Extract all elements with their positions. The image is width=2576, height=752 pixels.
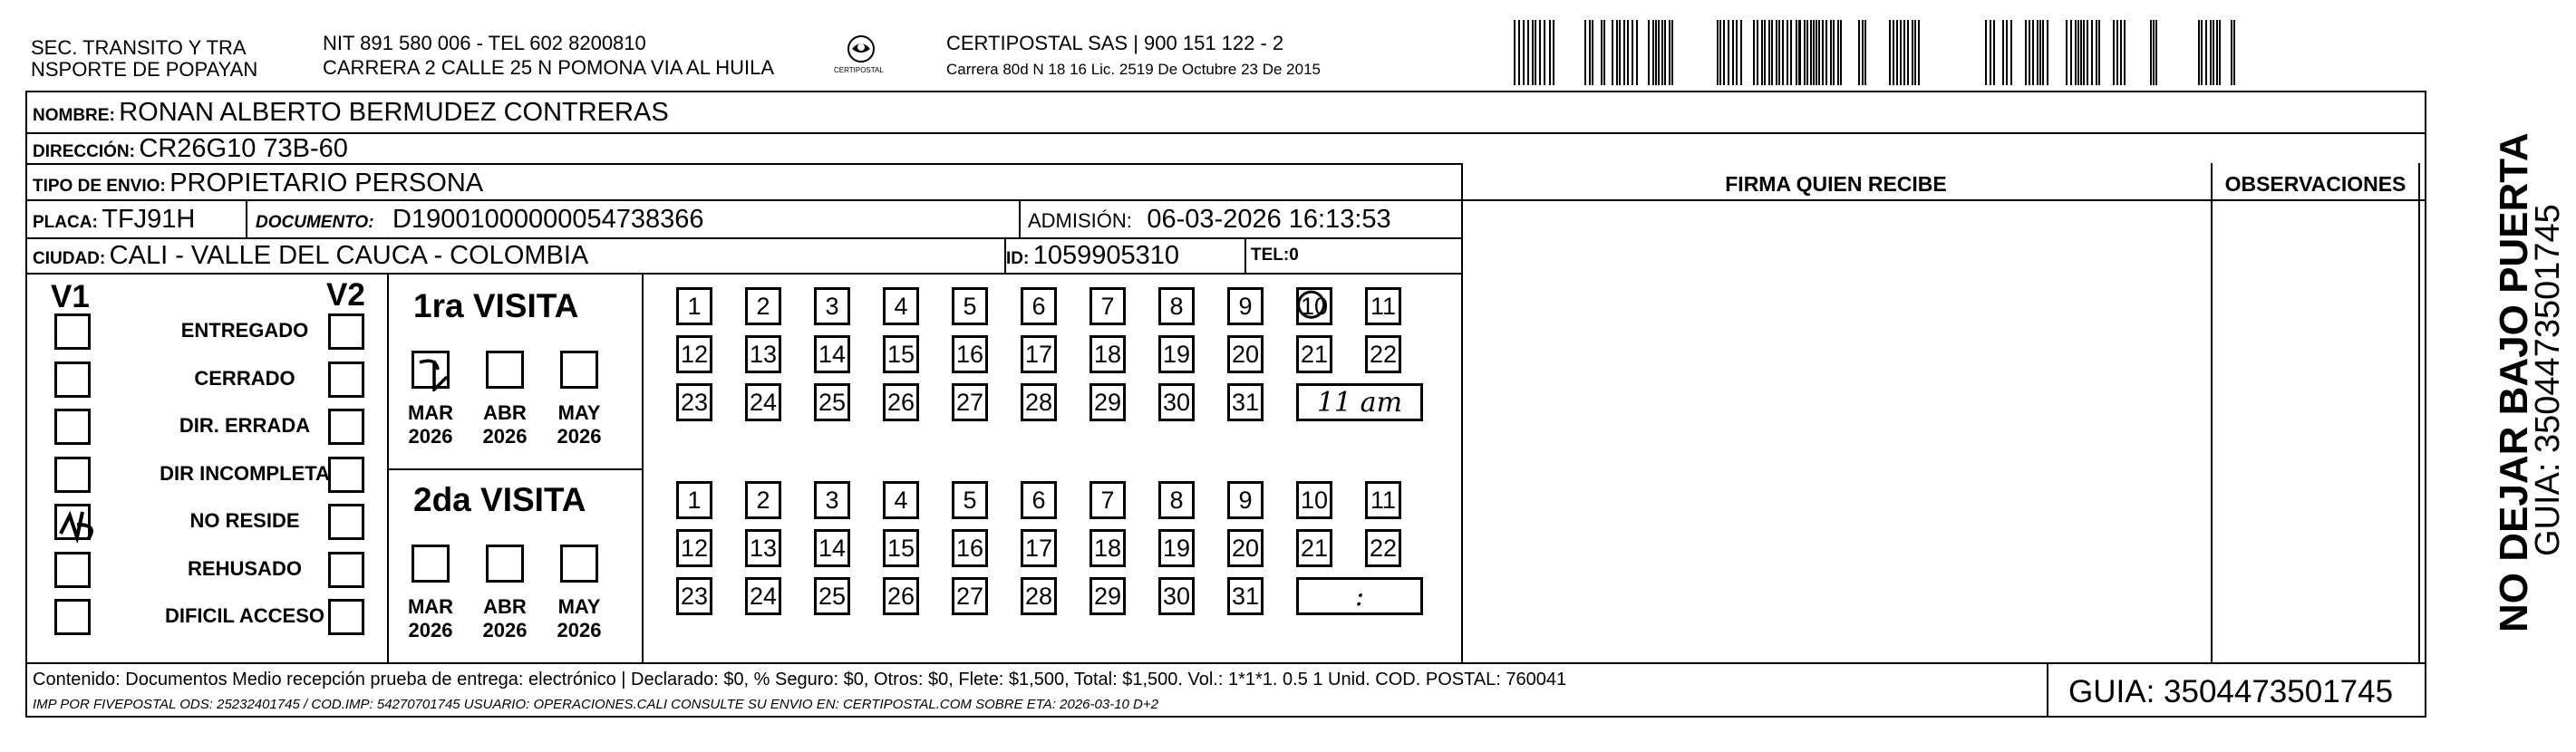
day-box[interactable]: 20 xyxy=(1227,335,1264,373)
day-box[interactable]: 17 xyxy=(1021,335,1057,373)
day-box[interactable]: 25 xyxy=(814,577,850,615)
v2-checkbox[interactable] xyxy=(328,362,364,398)
day-box[interactable]: 14 xyxy=(814,335,850,373)
side-guia: GUIA: 3504473501745 xyxy=(2529,204,2567,556)
documento-value: D19001000000054738366 xyxy=(392,205,704,234)
month-checkbox[interactable] xyxy=(412,545,450,583)
barcode xyxy=(1500,20,2239,85)
time-box[interactable]: : xyxy=(1296,577,1423,615)
day-box[interactable]: 7 xyxy=(1089,287,1126,325)
month-checkbox[interactable] xyxy=(560,351,598,389)
month-name: MAY xyxy=(557,401,601,424)
v1-checkbox[interactable] xyxy=(54,409,91,445)
day-box[interactable]: 5 xyxy=(952,481,988,519)
day-box[interactable]: 2 xyxy=(745,287,781,325)
status-label: CERRADO xyxy=(194,366,295,390)
time-box[interactable]: 11 am xyxy=(1296,383,1423,421)
month-name: ABR xyxy=(483,401,527,424)
day-box[interactable]: 15 xyxy=(883,529,919,567)
day-box[interactable]: 10 xyxy=(1296,287,1332,325)
observaciones-area[interactable] xyxy=(2213,201,2417,661)
day-box[interactable]: 23 xyxy=(676,577,712,615)
ciudad-value: CALI - VALLE DEL CAUCA - COLOMBIA xyxy=(109,241,589,270)
day-box[interactable]: 18 xyxy=(1089,529,1126,567)
license-line: Carrera 80d N 18 16 Lic. 2519 De Octubre 23 De 2015 xyxy=(946,61,1321,78)
tel-value: 0 xyxy=(1289,246,1299,265)
day-box[interactable]: 3 xyxy=(814,287,850,325)
status-label: ENTREGADO xyxy=(180,319,309,342)
tipo-label: TIPO DE ENVIO: xyxy=(33,177,166,196)
check-mark-icon xyxy=(414,353,452,391)
v2-checkbox[interactable] xyxy=(328,504,364,540)
status-label: DIR INCOMPLETA xyxy=(160,461,330,485)
firma-area[interactable] xyxy=(1463,201,2210,661)
month-year: 2026 xyxy=(557,425,602,448)
v2-checkbox[interactable] xyxy=(328,599,364,635)
day-box[interactable]: 17 xyxy=(1021,529,1057,567)
v2-checkbox[interactable] xyxy=(328,313,364,350)
ciudad-row xyxy=(33,243,588,269)
v1-checkbox[interactable] xyxy=(54,362,91,398)
day-box[interactable]: 28 xyxy=(1021,383,1057,421)
day-box[interactable]: 24 xyxy=(745,577,781,615)
tel-row xyxy=(1251,246,1299,264)
day-box[interactable]: 21 xyxy=(1296,335,1332,373)
day-box[interactable]: 12 xyxy=(676,529,712,567)
month-year: 2026 xyxy=(557,619,602,641)
placa-row xyxy=(33,207,195,233)
day-box[interactable]: 16 xyxy=(952,529,988,567)
documento-row xyxy=(256,207,704,233)
day-box[interactable]: 12 xyxy=(676,335,712,373)
admision-label: ADMISIÓN: xyxy=(1028,209,1132,232)
day-box[interactable]: 4 xyxy=(883,287,919,325)
month-year: 2026 xyxy=(408,425,453,448)
day-box[interactable]: 26 xyxy=(883,577,919,615)
visit-title: 2da VISITA xyxy=(413,481,586,518)
month-year: 2026 xyxy=(482,619,528,641)
ciudad-label: CIUDAD: xyxy=(33,249,106,268)
day-box[interactable]: 11 xyxy=(1365,287,1401,325)
month-label xyxy=(555,595,604,642)
admision-value: 06-03-2026 16:13:53 xyxy=(1147,205,1391,234)
address-line: CARRERA 2 CALLE 25 N POMONA VIA AL HUILA xyxy=(323,56,775,79)
v1-header: V1 xyxy=(51,279,90,314)
month-name: MAR xyxy=(407,401,454,424)
day-box[interactable]: 8 xyxy=(1158,481,1195,519)
direccion-label: DIRECCIÓN: xyxy=(33,142,135,161)
day-box[interactable]: 22 xyxy=(1365,529,1401,567)
day-box[interactable]: 4 xyxy=(883,481,919,519)
tel-label: TEL: xyxy=(1251,246,1290,265)
day-box[interactable]: 29 xyxy=(1089,383,1126,421)
day-box[interactable]: 13 xyxy=(745,529,781,567)
day-box[interactable]: 20 xyxy=(1227,529,1264,567)
day-box[interactable]: 25 xyxy=(814,383,850,421)
placa-label: PLACA: xyxy=(33,213,98,232)
month-year: 2026 xyxy=(482,425,528,448)
footer-guia: GUIA: 3504473501745 xyxy=(2068,674,2394,709)
documento-label: DOCUMENTO: xyxy=(256,213,374,232)
day-box[interactable]: 11 xyxy=(1365,481,1401,519)
day-box[interactable]: 3 xyxy=(814,481,850,519)
check-mark-icon xyxy=(57,506,93,543)
day-box[interactable]: 16 xyxy=(952,335,988,373)
imp-line: IMP POR FIVEPOSTAL ODS: 25232401745 / COD.IMP: 54270701745 USUARIO: OPERACIONES.CALI CONSULTE SU ENVIO EN: CERTIPOSTAL.COM SOBRE ETA: 2026-03-10 D+2 xyxy=(33,697,1158,712)
day-box[interactable]: 18 xyxy=(1089,335,1126,373)
day-box[interactable]: 6 xyxy=(1021,481,1057,519)
day-box[interactable]: 28 xyxy=(1021,577,1057,615)
month-checkbox[interactable] xyxy=(412,351,450,389)
month-name: MAR xyxy=(407,595,454,618)
status-label: DIR. ERRADA xyxy=(179,414,311,437)
day-box[interactable]: 21 xyxy=(1296,529,1332,567)
nombre-label: NOMBRE: xyxy=(33,106,115,125)
day-box[interactable]: 27 xyxy=(952,383,988,421)
day-box[interactable]: 29 xyxy=(1089,577,1126,615)
day-box[interactable]: 19 xyxy=(1158,335,1195,373)
day-box[interactable]: 9 xyxy=(1227,287,1264,325)
direccion-row xyxy=(33,136,348,162)
company-line: CERTIPOSTAL SAS | 900 151 122 - 2 xyxy=(946,32,1284,54)
placa-value: TFJ91H xyxy=(102,205,196,234)
nombre-value: RONAN ALBERTO BERMUDEZ CONTRERAS xyxy=(119,98,669,127)
visit-title: 1ra VISITA xyxy=(413,287,579,324)
status-label: DIFICIL ACCESO xyxy=(164,604,324,627)
day-box[interactable]: 30 xyxy=(1158,383,1195,421)
month-label xyxy=(480,401,529,448)
admision-row xyxy=(1028,207,1391,233)
side-no-dejar: NO DEJAR BAJO PUERTA xyxy=(2492,132,2536,632)
day-box[interactable]: 26 xyxy=(883,383,919,421)
id-label: ID: xyxy=(1006,249,1030,268)
day-box[interactable]: 9 xyxy=(1227,481,1264,519)
day-box[interactable]: 10 xyxy=(1296,481,1332,519)
month-checkbox[interactable] xyxy=(486,545,524,583)
month-label xyxy=(555,401,604,448)
certipostal-logo xyxy=(834,31,888,82)
day-box[interactable]: 24 xyxy=(745,383,781,421)
day-box[interactable]: 14 xyxy=(814,529,850,567)
day-box[interactable]: 19 xyxy=(1158,529,1195,567)
day-box[interactable]: 15 xyxy=(883,335,919,373)
id-value: 1059905310 xyxy=(1032,241,1180,270)
firma-header: FIRMA QUIEN RECIBE xyxy=(1725,172,1947,196)
day-box[interactable]: 27 xyxy=(952,577,988,615)
v1-checkbox[interactable] xyxy=(54,504,91,540)
day-box[interactable]: 1 xyxy=(676,287,712,325)
direccion-value: CR26G10 73B-60 xyxy=(139,134,348,163)
tipo-row xyxy=(33,170,483,197)
day-box[interactable]: 1 xyxy=(676,481,712,519)
sender-line-1: SEC. TRANSITO Y TRA xyxy=(31,36,247,59)
v2-header: V2 xyxy=(326,277,365,313)
day-box[interactable]: 8 xyxy=(1158,287,1195,325)
month-name: ABR xyxy=(483,595,527,618)
sender-line-2: NSPORTE DE POPAYAN xyxy=(31,58,258,81)
tipo-value: PROPIETARIO PERSONA xyxy=(169,169,484,198)
month-label xyxy=(406,401,455,448)
v1-checkbox[interactable] xyxy=(54,457,91,493)
v2-checkbox[interactable] xyxy=(328,457,364,493)
day-box[interactable]: 31 xyxy=(1227,577,1264,615)
id-row xyxy=(1006,243,1179,269)
month-checkbox[interactable] xyxy=(560,545,598,583)
day-box[interactable]: 6 xyxy=(1021,287,1057,325)
v2-checkbox[interactable] xyxy=(328,552,364,588)
day-box[interactable]: 5 xyxy=(952,287,988,325)
v1-checkbox[interactable] xyxy=(54,552,91,588)
day-box[interactable]: 22 xyxy=(1365,335,1401,373)
month-name: MAY xyxy=(557,595,601,618)
contenido-line: Contenido: Documentos Medio recepción prueba de entrega: electrónico | Declarado: $0, % Seguro: $0, Otros: $0, Flete: $1,500, Total: $1,500. Vol.: 1*1*1. 0.5 1 Unid. COD. POSTAL: 760041 xyxy=(33,670,1567,689)
logo-text: CERTIPOSTAL xyxy=(834,66,884,74)
day-box[interactable]: 2 xyxy=(745,481,781,519)
day-box[interactable]: 7 xyxy=(1089,481,1126,519)
day-box[interactable]: 30 xyxy=(1158,577,1195,615)
v2-checkbox[interactable] xyxy=(328,409,364,445)
month-year: 2026 xyxy=(408,619,453,641)
day-box[interactable]: 13 xyxy=(745,335,781,373)
month-label xyxy=(480,595,529,642)
status-label: NO RESIDE xyxy=(189,509,300,532)
observaciones-header: OBSERVACIONES xyxy=(2224,172,2407,196)
nombre-row xyxy=(33,100,669,126)
status-label: REHUSADO xyxy=(188,556,302,580)
v1-checkbox[interactable] xyxy=(54,599,91,635)
nit-line: NIT 891 580 006 - TEL 602 8200810 xyxy=(323,32,646,54)
month-label xyxy=(406,595,455,642)
month-checkbox[interactable] xyxy=(486,351,524,389)
v1-checkbox[interactable] xyxy=(54,313,91,350)
day-box[interactable]: 23 xyxy=(676,383,712,421)
day-box[interactable]: 31 xyxy=(1227,383,1264,421)
